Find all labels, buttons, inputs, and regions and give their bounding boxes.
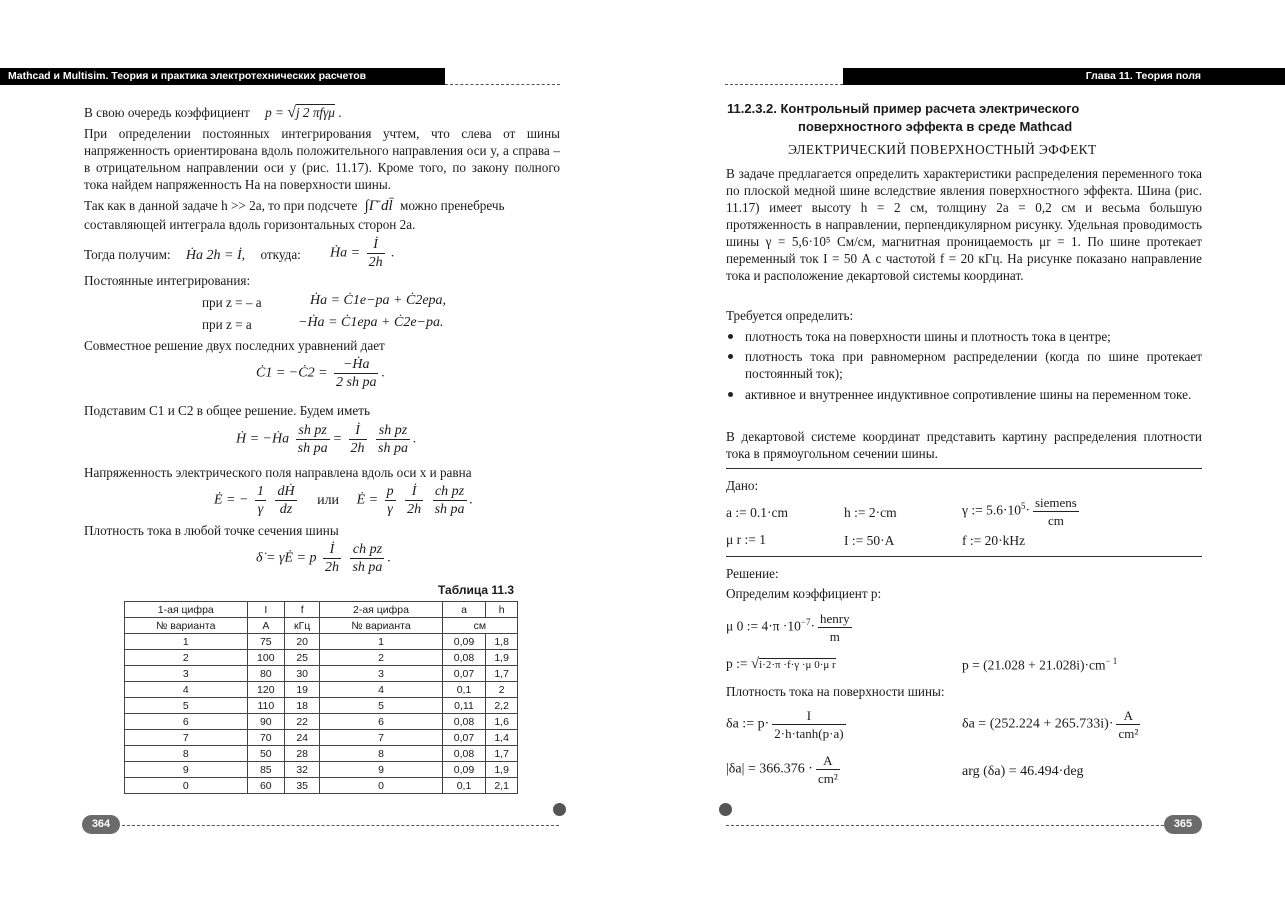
- cartesian-paragraph: В декартовой системе координат представить картину распределения плотности тока в прямоугольном сечении шины.: [726, 429, 1202, 461]
- table-cell: 2: [125, 650, 248, 666]
- p-def-radicand: i·2·π ·f·γ ·μ 0·μ r: [759, 659, 836, 671]
- mu0-den: m: [829, 629, 840, 644]
- integral-line-2: составляющей интеграла вдоль горизонтальных сторон 2a.: [84, 217, 416, 232]
- mu0-def: μ 0 := $4\cdot\pi \cdot 10^{-7}\cdot$ $\frac{\text{henry}}{m}$: [726, 611, 850, 644]
- then-lead: Тогда получим:: [84, 247, 171, 262]
- bullet-3-text: активное и внутреннее индуктивное сопротивление шины на переменном токе.: [745, 387, 1192, 402]
- eq-delta-lhs: δ̇ = γĖ = p: [256, 550, 317, 566]
- left-page-number: 364: [82, 815, 120, 834]
- left-running-header: [0, 68, 445, 85]
- table-cell: 30: [285, 666, 320, 682]
- bullet-1: [745, 328, 1202, 345]
- table-cell: 0,08: [442, 650, 486, 666]
- cond-1-eq: Ḣa = Ċ1e−pa + Ċ2epa,: [310, 293, 447, 308]
- coef-line: [84, 104, 342, 121]
- th-f: f: [285, 602, 320, 618]
- table-cell: 4: [320, 682, 443, 698]
- table-cell: 6: [125, 714, 248, 730]
- integral-line: [84, 197, 505, 215]
- then-eq2-frac: [367, 236, 385, 271]
- table-row: [125, 730, 518, 746]
- table-cell: 90: [247, 714, 285, 730]
- constants-label: Постоянные интегрирования:: [84, 273, 251, 288]
- table-row: [125, 714, 518, 730]
- table-cell: 0: [125, 778, 248, 794]
- table-cell: 0,07: [442, 730, 486, 746]
- bullet-2: [745, 348, 1202, 382]
- mu0-lhs: μ 0 := 4·π ·10: [726, 618, 801, 634]
- table-cell: 4: [125, 682, 248, 698]
- table-row: [125, 650, 518, 666]
- bullet-dot-icon: [728, 392, 733, 397]
- table-cell: 35: [285, 778, 320, 794]
- table-cell: 0,1: [442, 778, 486, 794]
- right-header-text: Глава 11. Теория поля: [1085, 70, 1201, 82]
- surface-density-label: Плотность тока на поверхности шины:: [726, 684, 945, 699]
- eq-e2-den: γ: [387, 502, 393, 517]
- table-cell: 19: [285, 682, 320, 698]
- eq-e2-frac3: [433, 483, 467, 518]
- table-cell: 3: [125, 666, 248, 682]
- table-cell: 22: [285, 714, 320, 730]
- p-result-exp: − 1: [1105, 656, 1118, 666]
- eq-h-frac3: [376, 422, 410, 457]
- integral-tail: можно пренебречь: [400, 198, 505, 213]
- table-cell: 1,7: [486, 666, 518, 682]
- right-header-rule: [725, 84, 843, 85]
- given-mu: μ r := 1: [726, 532, 766, 547]
- table-cell: 18: [285, 698, 320, 714]
- eq-delta-frac1: [323, 541, 341, 576]
- then-eq1: Ḣa 2h = İ,: [185, 248, 246, 263]
- eq-e1-frac1: [255, 483, 266, 518]
- p-def-lhs: p :=: [726, 656, 748, 671]
- eq-e2-frac1: [385, 483, 396, 518]
- cond-2-eq: −Ḣa = Ċ1epa + Ċ2e−pa.: [298, 315, 444, 330]
- th-unit-A: А: [247, 618, 285, 634]
- eq-e: Ė = − $\frac{1}{\gamma}$ $\frac{\text{dḢ}}{dz}$ или Ė = $\frac{p}{\gamma}$ $\frac{İ}{2h}$ $\frac{\text{ch pz}}{\text{sh pa}}$ .: [214, 484, 474, 517]
- coef-radicand: j 2 πfγμ: [295, 105, 335, 120]
- integral-lead: Так как в данной задаче h >> 2a, то при подсчете: [84, 198, 358, 213]
- eq-delta-frac2: [350, 541, 384, 576]
- eq-e-or: или: [317, 492, 340, 508]
- given-gamma-den: cm: [1047, 513, 1064, 528]
- joint-solution-label: Совместное решение двух последних уравнений дает: [84, 338, 385, 353]
- eq-c-den: 2 sh pa: [336, 375, 377, 390]
- table-cell: 100: [247, 650, 285, 666]
- eq-h: Ḣ = −Ḣa $\frac{\text{sh pz}}{\text{sh pa}}$ = $\frac{İ}{2h}$ $\frac{\text{sh pz}}{\text{sh pa}}$ .: [236, 423, 417, 456]
- define-p-label: Определим коэффициент p:: [726, 586, 882, 601]
- right-running-header: [843, 68, 1285, 85]
- bullet-1-text: плотность тока на поверхности шины и плотность тока в центре;: [745, 329, 1111, 344]
- table-cell: 0: [320, 778, 443, 794]
- p-result: [962, 656, 1117, 674]
- table-cell: 1,8: [486, 634, 518, 650]
- eq-h-f1-den: sh pa: [297, 441, 328, 456]
- table-cell: 0,09: [442, 762, 486, 778]
- table-cell: 5: [125, 698, 248, 714]
- eq-delta-den: 2h: [324, 560, 339, 575]
- table-header-row-1: [125, 602, 518, 618]
- bullet-dot-icon: [728, 334, 733, 339]
- delta-a-result-frac: [1116, 707, 1140, 742]
- delta-a-result-den: cm²: [1118, 726, 1139, 741]
- eq-h-f1-num: sh pz: [296, 422, 330, 440]
- th-unit-cm: см: [442, 618, 517, 634]
- table-cell: 0,07: [442, 666, 486, 682]
- table-cell: 120: [247, 682, 285, 698]
- eq-h-f3-den: sh pa: [378, 441, 408, 456]
- eq-delta: δ̇ = γĖ = p $\frac{İ}{2h}$ $\frac{\text{ch pz}}{\text{sh pa}}$ .: [256, 542, 391, 575]
- then-eq2-num: İ: [367, 236, 385, 254]
- table-row: [125, 746, 518, 762]
- table-row: [125, 634, 518, 650]
- eq-h-frac1: [296, 422, 330, 457]
- e-field-label: Напряженность электрического поля направлена вдоль оси x и равна: [84, 465, 472, 480]
- solution-label: Решение:: [726, 566, 779, 581]
- eq-delta-den2: sh pa: [352, 560, 383, 575]
- then-eq2: Ḣa = $\frac{İ}{2h}$ .: [330, 237, 395, 270]
- sqrt-icon: √: [287, 104, 296, 121]
- bullet-2-text: плотность тока при равномерном распределении (когда по шине протекает постоянный ток);: [745, 349, 1202, 381]
- mu0-exp: −7: [800, 617, 811, 628]
- given-f: f := 20·kHz: [962, 533, 1026, 548]
- eq-e1-lhs: Ė = −: [214, 492, 249, 508]
- coef-lhs: p =: [265, 105, 284, 120]
- eq-e1-frac2: [275, 483, 296, 518]
- required-label: Требуется определить:: [726, 308, 854, 323]
- eq-e2-den3: sh pa: [434, 502, 465, 517]
- eq-h-f2-den: 2h: [350, 441, 365, 456]
- eq-h-frac2: [349, 422, 367, 457]
- mu0-frac: [818, 610, 852, 645]
- table-cell: 1,7: [486, 746, 518, 762]
- th-digit1: 1-ая цифра: [125, 602, 248, 618]
- eq-e2-den2: 2h: [407, 502, 422, 517]
- delta-a-num: I: [772, 707, 845, 725]
- table-cell: 1,4: [486, 730, 518, 746]
- given-a: a := 0.1·cm: [726, 505, 788, 520]
- section-subtitle: ЭЛЕКТРИЧЕСКИЙ ПОВЕРХНОСТНЫЙ ЭФФЕКТ: [788, 142, 1097, 157]
- table-cell: 110: [247, 698, 285, 714]
- table-cell: 9: [125, 762, 248, 778]
- given-gamma: γ := $5.6\cdot 10^5\cdot$ $\frac{\text{siemens}}{cm}$: [962, 495, 1077, 528]
- left-header-text: Mathcad и Multisim. Теория и практика электротехнических расчетов: [8, 70, 367, 82]
- table-cell: 20: [285, 634, 320, 650]
- cond-1: при z = – a: [202, 295, 262, 310]
- then-line: [84, 246, 301, 264]
- given-gamma-frac: [1033, 494, 1079, 529]
- th-unit-kHz: кГц: [285, 618, 320, 634]
- table-cell: 24: [285, 730, 320, 746]
- table-cell: 1,9: [486, 650, 518, 666]
- table-cell: 7: [320, 730, 443, 746]
- table-cell: 7: [125, 730, 248, 746]
- given-bottom-rule: [726, 556, 1202, 557]
- th-a: a: [442, 602, 486, 618]
- table-cell: 1,6: [486, 714, 518, 730]
- eq-c-num: −Ḣa: [334, 356, 378, 374]
- th-variant2: № варианта: [320, 618, 443, 634]
- para-integration-constants: При определении постоянных интегрирования учтем, что слева от шины напряженность ориентирована вдоль положительного направления оси y, а справа – в отрицательном направлении оси y (рис. 11.17). Кроме того, по закону полного тока найдем напряженность Ha на поверхности шины.: [84, 126, 560, 192]
- bullet-dot-icon: [728, 354, 733, 359]
- left-footer-rule: [122, 825, 559, 826]
- table-cell: 0,1: [442, 682, 486, 698]
- table-cell: 75: [247, 634, 285, 650]
- eq-e2-num3: ch pz: [433, 483, 467, 501]
- task-paragraph: В задаче предлагается определить характеристики распределения переменного тока по плоской медной шине вследствие явления поверхностного эффекта. Шина (рис. 11.17) имеет высоту h = 2 см, толщину 2a = 0,2 см и весьма большую протяженность в направлении, перпендикулярном рисунку. Удельная проводимость шины γ = 5,6·10⁵ См/см, магнитная проницаемость μr = 1. По шине протекает переменный ток I = 50 А с частотой f = 20 кГц. На рисунке показано направление тока и расположение декартовой системы координат.: [726, 166, 1202, 283]
- delta-a-den: 2·h·tanh(p·a): [774, 726, 844, 741]
- table-cell: 9: [320, 762, 443, 778]
- eq-e2-frac2: [405, 483, 423, 518]
- table-cell: 25: [285, 650, 320, 666]
- eq-c: Ċ1 = −Ċ2 = $\frac{\text{−Ḣa}}{\text{2 sh pa}}$ .: [256, 357, 385, 390]
- arg-delta-a: arg (δa) = 46.494·deg: [962, 764, 1084, 779]
- th-h: h: [486, 602, 518, 618]
- table-cell: 8: [320, 746, 443, 762]
- eq-e2-num2: İ: [405, 483, 423, 501]
- table-cell: 6: [320, 714, 443, 730]
- delta-a-lhs: δa := p·: [726, 716, 770, 732]
- table-cell: 5: [320, 698, 443, 714]
- table-cell: 2: [486, 682, 518, 698]
- then-eq2-lhs: Ḣa =: [330, 245, 361, 261]
- p-def: [726, 656, 836, 673]
- sqrt-icon: √: [750, 656, 760, 672]
- coef-end: .: [338, 105, 342, 120]
- eq-h-lhs: Ḣ = −Ḣa: [236, 431, 290, 447]
- then-mid: откуда:: [260, 247, 301, 262]
- given-top-rule: [726, 468, 1202, 469]
- then-eq2-den: 2h: [368, 255, 383, 270]
- table-row: [125, 762, 518, 778]
- bullet-3: [745, 386, 1202, 403]
- eq-delta-num: İ: [323, 541, 341, 559]
- table-cell: 3: [320, 666, 443, 682]
- table-cell: 32: [285, 762, 320, 778]
- coef-lead: В свою очередь коэффициент: [84, 105, 250, 120]
- given-label: Дано:: [726, 478, 759, 493]
- eq-delta-num2: ch pz: [350, 541, 384, 559]
- variants-table: [124, 601, 518, 794]
- eq-e1-num2: dḢ: [277, 484, 295, 499]
- p-result-value: p = (21.028 + 21.028i)·cm: [962, 657, 1106, 673]
- eq-e1-num: 1: [256, 484, 264, 499]
- eq-h-f2-num: İ: [349, 422, 367, 440]
- abs-delta-a-den: cm²: [817, 771, 838, 786]
- left-header-rule: [445, 84, 560, 85]
- eq-e1-den2: dz: [279, 502, 293, 517]
- table-cell: 28: [285, 746, 320, 762]
- delta-a-def: [726, 707, 849, 742]
- abs-delta-a-num: A: [816, 752, 840, 770]
- eq-c-frac: [334, 356, 378, 391]
- eq-e2-num: p: [386, 484, 394, 499]
- table-cell: 1,9: [486, 762, 518, 778]
- given-h: h := 2·cm: [844, 505, 897, 520]
- mu0-num: henry: [820, 611, 850, 626]
- density-label: Плотность тока в любой точке сечения шины: [84, 523, 339, 538]
- table-cell: 0,09: [442, 634, 486, 650]
- table-cell: 60: [247, 778, 285, 794]
- right-footer-rule: [726, 825, 1164, 826]
- th-digit2: 2-ая цифра: [320, 602, 443, 618]
- table-row: [125, 778, 518, 794]
- delta-a-result-lhs: δa = (252.224 + 265.733i)·: [962, 716, 1114, 732]
- right-bullet-dot: [719, 803, 732, 816]
- table-cell: 2,1: [486, 778, 518, 794]
- table-header-row-2: [125, 618, 518, 634]
- th-I: I: [247, 602, 285, 618]
- table-row: [125, 666, 518, 682]
- section-title-1: 11.2.3.2. Контрольный пример расчета электрического: [727, 101, 1080, 116]
- eq-h-f3-num: sh pz: [376, 422, 410, 440]
- section-title-2: поверхностного эффекта в среде Mathcad: [798, 119, 1073, 134]
- table-cell: 1: [125, 634, 248, 650]
- table-cell: 8: [125, 746, 248, 762]
- left-bullet-dot: [553, 803, 566, 816]
- delta-a-result-num: A: [1116, 707, 1140, 725]
- table-cell: 2,2: [486, 698, 518, 714]
- table-cell: 0,08: [442, 714, 486, 730]
- table-cell: 0,08: [442, 746, 486, 762]
- right-page-number: 365: [1164, 815, 1202, 834]
- abs-delta-a: [726, 752, 843, 787]
- table-row: [125, 698, 518, 714]
- substitute-label: Подставим C1 и C2 в общее решение. Будем иметь: [84, 403, 370, 418]
- delta-a-result: [962, 707, 1143, 742]
- table-cell: 85: [247, 762, 285, 778]
- table-cell: 1: [320, 634, 443, 650]
- given-gamma-exp: 5: [1020, 501, 1026, 512]
- delta-a-frac: [772, 707, 845, 742]
- table-cell: 2: [320, 650, 443, 666]
- table-cell: 70: [247, 730, 285, 746]
- given-gamma-lhs: γ := 5.6·10: [962, 502, 1021, 518]
- eq-c-lhs: Ċ1 = −Ċ2 =: [256, 365, 328, 381]
- cond-2: при z = a: [202, 317, 252, 332]
- table-body: [125, 634, 518, 794]
- given-gamma-num: siemens: [1034, 495, 1077, 510]
- abs-delta-a-lhs: |δa| = 366.376 ·: [726, 761, 813, 777]
- th-variant1: № варианта: [125, 618, 248, 634]
- integral-symbol: ∫Γ̄ dl̄: [364, 198, 393, 214]
- table-cell: 80: [247, 666, 285, 682]
- abs-delta-a-frac: [816, 752, 840, 787]
- table-cell: 50: [247, 746, 285, 762]
- eq-e2-lhs: Ė =: [356, 492, 379, 508]
- table-caption: Таблица 11.3: [438, 583, 515, 597]
- table-row: [125, 682, 518, 698]
- given-I: I := 50·A: [844, 533, 895, 548]
- eq-e1-den: γ: [257, 502, 264, 517]
- table-cell: 0,11: [442, 698, 486, 714]
